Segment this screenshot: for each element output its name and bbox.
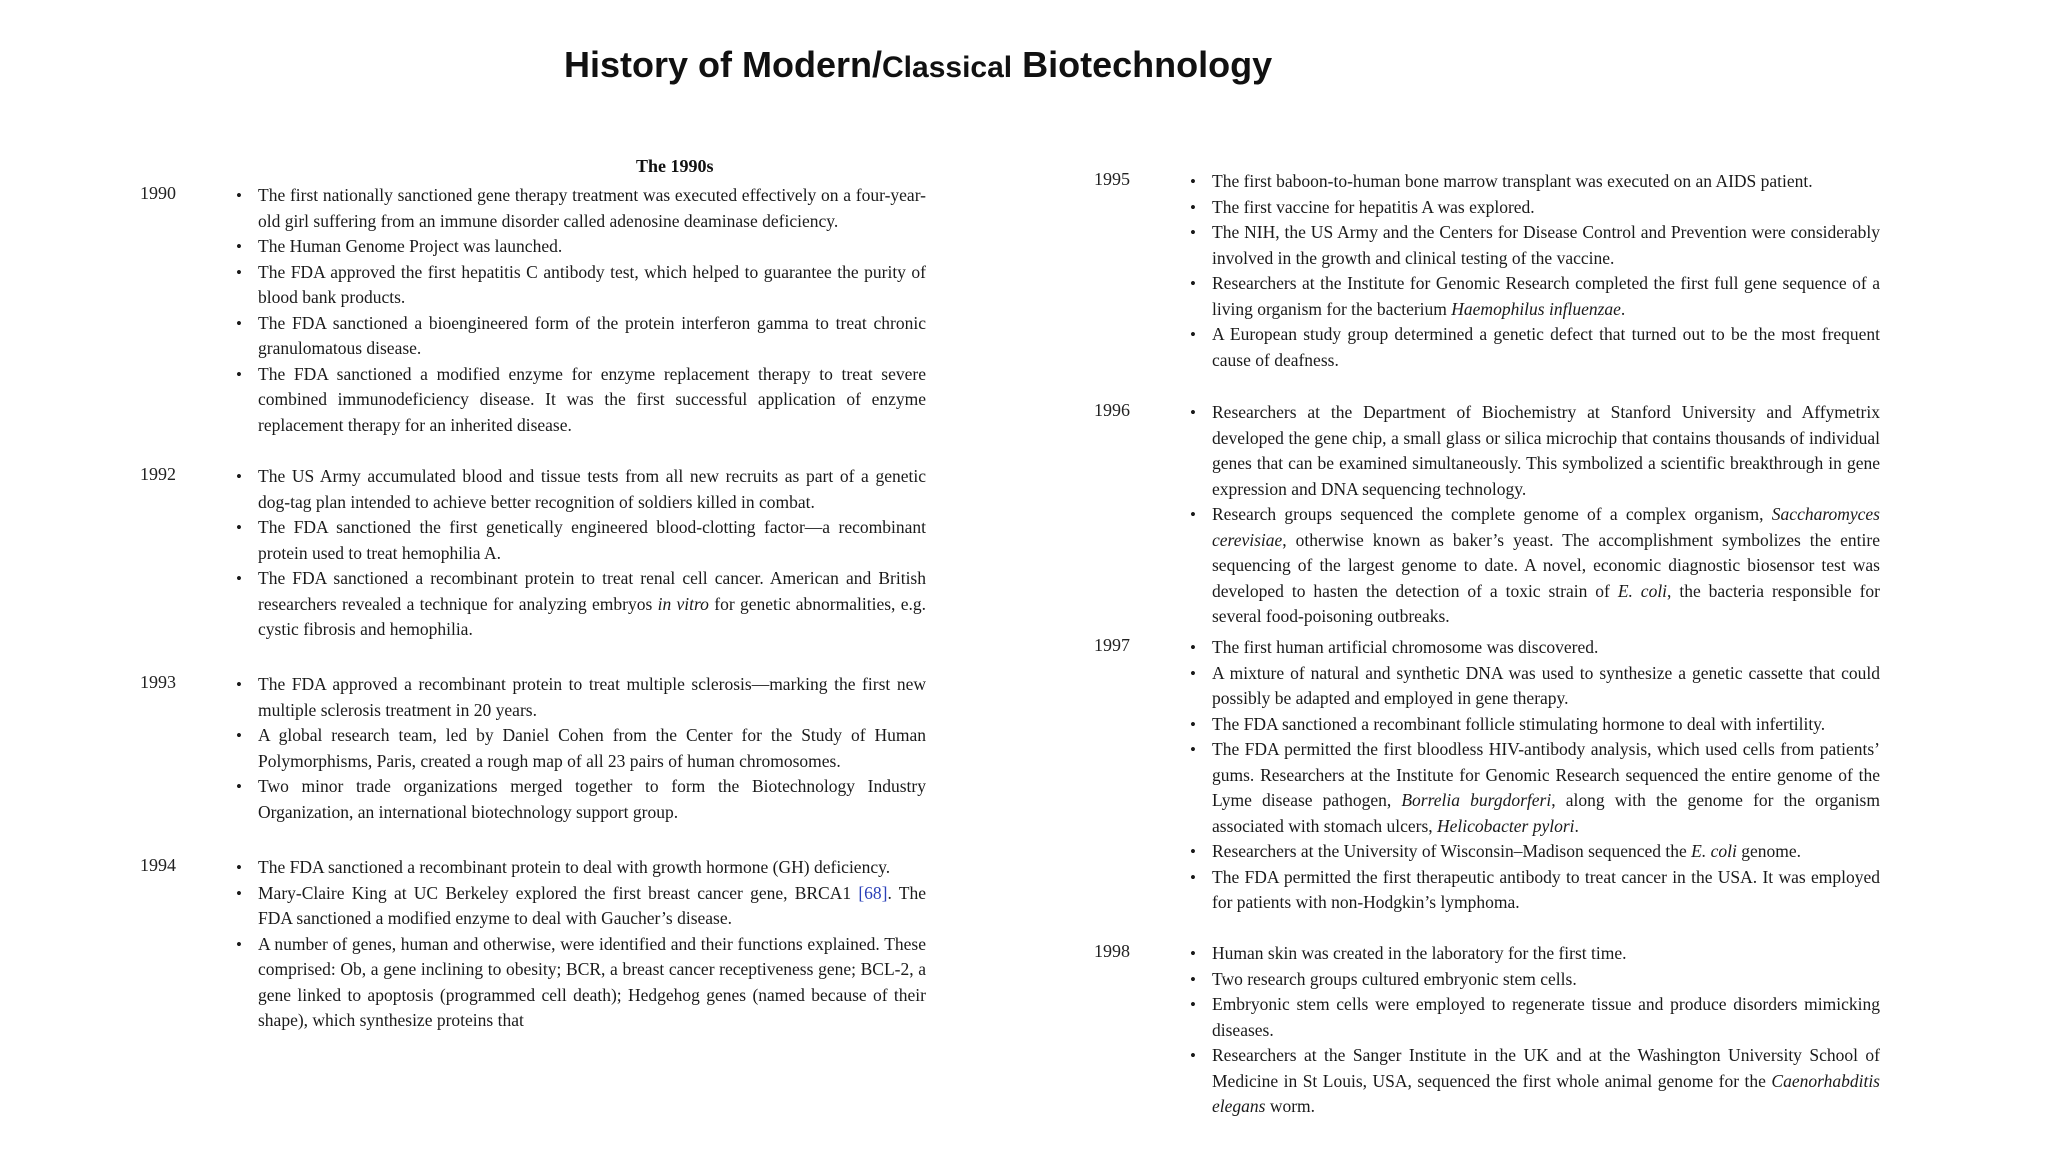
entry-text: .	[1574, 815, 1579, 836]
bullet-icon: •	[236, 186, 242, 205]
entry-text: The FDA sanctioned a recombinant protein to treat renal cell cancer. American and British researchers revealed a technique for analyzing embryos	[258, 568, 926, 614]
list-item	[236, 183, 926, 234]
list-item	[1190, 712, 1880, 738]
entry-text: Researchers at the Sanger Institute in the UK and at the Washington University School of Medicine in St Louis, USA, sequenced the first whole animal genome for the	[1212, 1045, 1880, 1091]
bullet-icon: •	[1190, 740, 1196, 759]
entry-text-italic: in vitro	[657, 593, 709, 614]
page-title-part-small: Classical	[882, 51, 1013, 84]
entry-text: Research groups sequenced the complete genome of a complex organism,	[1212, 504, 1772, 524]
list-item	[236, 855, 926, 881]
entry-text: The Human Genome Project was launched.	[258, 236, 563, 256]
entry-list	[236, 855, 926, 1034]
entry-text-italic: E. coli	[1691, 841, 1737, 861]
list-item	[236, 515, 926, 566]
entry-text: The FDA approved the first hepatitis C antibody test, which helped to guarantee the purity of blood bank products.	[258, 261, 926, 307]
bullet-icon: •	[236, 518, 242, 537]
bullet-icon: •	[1190, 944, 1196, 963]
bullet-icon: •	[236, 883, 242, 903]
list-item	[1190, 1043, 1880, 1120]
entry-text: Researchers at the University of Wisconsin–Madison sequenced the	[1212, 841, 1692, 861]
bullet-icon: •	[1190, 995, 1196, 1014]
entry-text: , otherwise known as baker’s yeast. The accomplishment symbolizes the entire sequencing of the largest genome to date. A novel, economic diagnostic biosensor test was developed to hasten the detection of a toxic strain of	[1212, 529, 1880, 601]
list-item	[236, 260, 926, 311]
bullet-icon: •	[1190, 714, 1196, 734]
entry-text-italic: Caenorhabditis elegans	[1212, 1070, 1880, 1116]
entry-text: A global research team, led by Daniel Cohen from the Center for the Study of Human Polymorphisms, Paris, created a rough map of all 23 pairs of human chromosomes.	[258, 725, 926, 771]
entry-text: , along with the genome for the organism associated with stomach ulcers,	[1212, 790, 1880, 836]
bullet-icon: •	[236, 467, 242, 486]
list-item	[1190, 941, 1880, 967]
entry-text: The FDA permitted the first bloodless HIV-antibody analysis, which used cells from patients’ gums. Researchers at the Institute for Genomic Research sequenced the entire genome of the Lyme disease pathogen,	[1212, 739, 1880, 810]
bullet-icon: •	[1190, 867, 1196, 887]
bullet-icon: •	[236, 858, 242, 877]
entry-text: Researchers at the Institute for Genomic Research completed the first full gene sequence of a living organism for the bacterium	[1212, 273, 1880, 319]
list-item	[1190, 271, 1880, 322]
entry-text: The FDA sanctioned a modified enzyme for enzyme replacement therapy to treat severe combined immunodeficiency disease. It was the first successful application of enzyme replacement therapy for an inherited disease.	[258, 363, 926, 435]
entry-text: Mary-Claire King at UC Berkeley explored the first breast cancer gene, BRCA1	[258, 882, 859, 903]
list-item	[1190, 502, 1880, 630]
list-item	[236, 311, 926, 362]
bullet-icon: •	[236, 237, 242, 256]
entry-text-italic: Helicobacter pylori	[1437, 815, 1575, 836]
list-item	[1190, 661, 1880, 712]
year-label: 1997	[1094, 635, 1130, 655]
bullet-icon: •	[236, 675, 242, 694]
bullet-icon: •	[236, 934, 242, 954]
list-item	[1190, 322, 1880, 373]
page-title	[564, 44, 1272, 86]
bullet-icon: •	[1190, 1046, 1196, 1065]
bullet-icon: •	[1190, 197, 1196, 217]
entry-list	[1190, 169, 1880, 373]
list-item	[236, 464, 926, 515]
list-item	[236, 881, 926, 932]
list-item	[1190, 400, 1880, 502]
list-item	[1190, 635, 1880, 661]
entry-text: Two minor trade organizations merged together to form the Biotechnology Industry Organization, an international biotechnology support group.	[258, 776, 926, 822]
list-item	[1190, 865, 1880, 916]
entry-text: The FDA permitted the first therapeutic antibody to treat cancer in the USA. It was employed for patients with non-Hodgkin’s lymphoma.	[1212, 866, 1880, 912]
bullet-icon: •	[1190, 172, 1196, 191]
bullet-icon: •	[236, 262, 242, 282]
year-label: 1998	[1094, 941, 1130, 961]
bullet-icon: •	[236, 777, 242, 796]
list-item	[236, 234, 926, 260]
list-item	[236, 672, 926, 723]
list-item	[236, 362, 926, 439]
entry-text: The first baboon-to-human bone marrow transplant was executed on an AIDS patient.	[1212, 171, 1813, 191]
entry-text: for genetic abnormalities, e.g. cystic fibrosis and hemophilia.	[258, 593, 926, 639]
entry-text-italic: Saccharomyces cerevisiae	[1212, 504, 1880, 550]
list-item	[1190, 169, 1880, 195]
entry-text: The first nationally sanctioned gene therapy treatment was executed effectively on a four-year-old girl suffering from an immune disorder called adenosine deaminase deficiency.	[258, 185, 926, 231]
entry-list	[1190, 635, 1880, 916]
bullet-icon: •	[1190, 663, 1196, 683]
entry-text: The first vaccine for hepatitis A was explored.	[1212, 196, 1535, 217]
entry-text: The FDA approved a recombinant protein to treat multiple sclerosis—marking the first new multiple sclerosis treatment in 20 years.	[258, 674, 926, 720]
entry-list	[236, 672, 926, 825]
entry-list	[236, 183, 926, 438]
entry-text-italic: Haemophilus influenzae	[1451, 298, 1621, 319]
entry-text: A European study group determined a genetic defect that turned out to be the most frequent cause of deafness.	[1212, 324, 1880, 370]
bullet-icon: •	[1190, 505, 1196, 524]
list-item	[1190, 220, 1880, 271]
entry-text: Human skin was created in the laboratory for the first time.	[1212, 943, 1627, 963]
entry-text: The FDA sanctioned a bioengineered form of the protein interferon gamma to treat chronic granulomatous disease.	[258, 312, 926, 358]
year-label: 1994	[140, 855, 176, 875]
list-item	[236, 566, 926, 643]
entry-text: The FDA sanctioned the first genetically engineered blood-clotting factor—a recombinant protein used to treat hemophilia A.	[258, 517, 926, 563]
page-title-part-b: Biotechnology	[1012, 44, 1273, 85]
entry-text: The first human artificial chromosome was discovered.	[1212, 637, 1599, 657]
entry-text: A mixture of natural and synthetic DNA was used to synthesize a genetic cassette that could possibly be adapted and employed in gene therapy.	[1212, 662, 1880, 708]
entry-text: A number of genes, human and otherwise, were identified and their functions explained. These comprised: Ob, a gene inclining to obesity; BCR, a breast cancer receptiveness gene; BCL-2, a gene linked to apoptosis (programmed cell death); Hedgehog genes (named because of their shape), which synthesize proteins that	[258, 933, 926, 1030]
list-item	[236, 723, 926, 774]
entry-list	[1190, 941, 1880, 1120]
bullet-icon: •	[1190, 325, 1196, 344]
entry-list	[236, 464, 926, 643]
list-item	[236, 932, 926, 1034]
bullet-icon: •	[1190, 403, 1196, 422]
entry-text: The NIH, the US Army and the Centers for Disease Control and Prevention were considerably involved in the growth and clinical testing of the vaccine.	[1212, 222, 1880, 268]
bullet-icon: •	[1190, 274, 1196, 293]
list-item	[1190, 195, 1880, 221]
entry-text: Two research groups cultured embryonic stem cells.	[1212, 968, 1577, 989]
year-label: 1995	[1094, 169, 1130, 189]
decade-heading: The 1990s	[636, 156, 714, 176]
entry-text-italic: E. coli	[1617, 580, 1668, 601]
page-title-part-a: History of Modern/	[564, 44, 883, 85]
list-item	[1190, 967, 1880, 993]
entry-text: genome.	[1736, 841, 1801, 861]
year-label: 1993	[140, 672, 176, 692]
bullet-icon: •	[236, 569, 242, 588]
entry-list	[1190, 400, 1880, 630]
entry-text: Embryonic stem cells were employed to regenerate tissue and produce disorders mimicking diseases.	[1212, 994, 1880, 1040]
citation-link[interactable]: [68]	[858, 882, 888, 903]
entry-text: The FDA sanctioned a recombinant follicle stimulating hormone to deal with infertility.	[1212, 713, 1826, 734]
entry-text: Researchers at the Department of Biochemistry at Stanford University and Affymetrix developed the gene chip, a small glass or silica microchip that contains thousands of individual genes that can be examined simultaneously. This symbolized a scientific breakthrough in gene expression and DNA sequencing technology.	[1212, 402, 1880, 499]
bullet-icon: •	[236, 313, 242, 333]
entry-text: worm.	[1265, 1096, 1316, 1116]
bullet-icon: •	[1190, 223, 1196, 242]
year-label: 1996	[1094, 400, 1130, 420]
entry-text-italic: Borrelia burgdorferi	[1401, 790, 1552, 810]
list-item	[1190, 992, 1880, 1043]
entry-text: The US Army accumulated blood and tissue tests from all new recruits as part of a genetic dog-tag plan intended to achieve better recognition of soldiers killed in combat.	[258, 466, 926, 512]
bullet-icon: •	[236, 726, 242, 745]
entry-text: . The FDA sanctioned a modified enzyme to deal with Gaucher’s disease.	[258, 882, 926, 928]
list-item	[236, 774, 926, 825]
year-label: 1990	[140, 183, 176, 203]
list-item	[1190, 839, 1880, 865]
bullet-icon: •	[1190, 969, 1196, 989]
bullet-icon: •	[1190, 638, 1196, 657]
entry-text: .	[1620, 298, 1626, 319]
bullet-icon: •	[1190, 842, 1196, 861]
entry-text: The FDA sanctioned a recombinant protein to deal with growth hormone (GH) deficiency.	[258, 857, 891, 877]
bullet-icon: •	[236, 364, 242, 384]
year-label: 1992	[140, 464, 176, 484]
entry-text: , the bacteria responsible for several food-poisoning outbreaks.	[1212, 580, 1880, 626]
list-item	[1190, 737, 1880, 839]
